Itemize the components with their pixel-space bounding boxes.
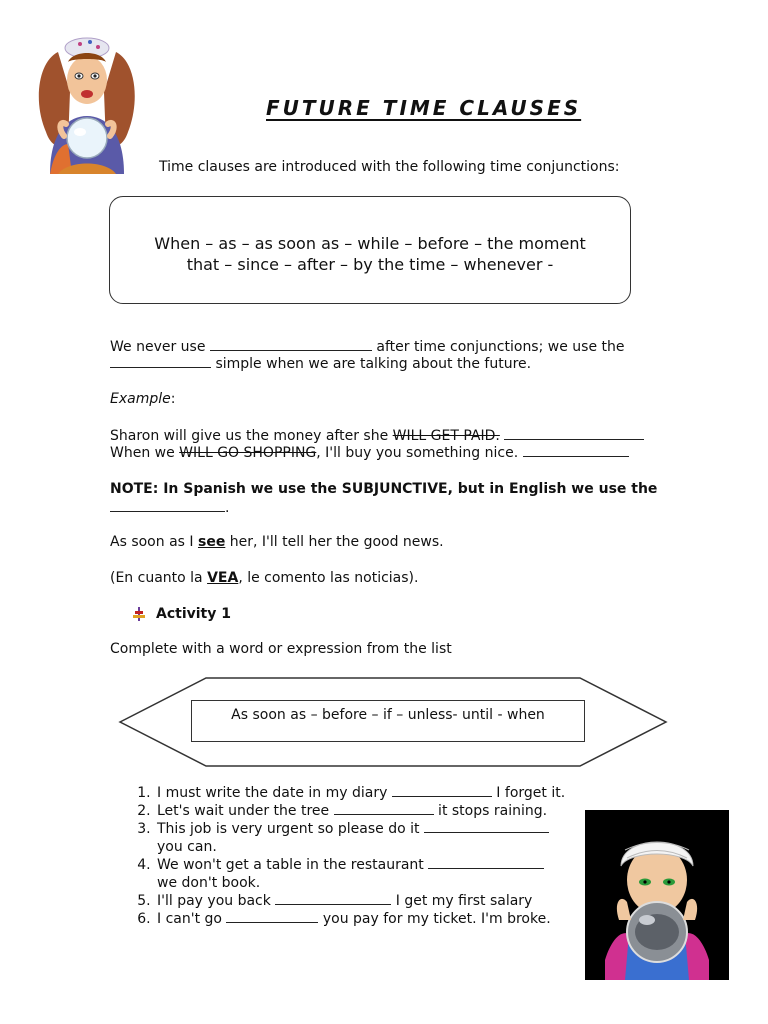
answer-blank[interactable] [523, 444, 629, 457]
example-1-before: Sharon will give us the money after she [110, 428, 393, 444]
english-example-after: her, I'll tell her the good news. [225, 534, 444, 550]
item-text: Let's wait under the tree [157, 803, 334, 819]
english-example [110, 534, 444, 551]
list-item [155, 892, 625, 910]
example-2-struck: WILL GO SHOPPING [179, 445, 317, 461]
example-heading [110, 391, 175, 408]
rule-part-2: after time conjunctions; we use the [376, 339, 625, 355]
english-example-verb: see [197, 534, 226, 550]
answer-blank[interactable] [226, 910, 318, 923]
answer-blank[interactable] [210, 338, 372, 351]
conjunctions-line-2: that – since – after – by the time – whenever - [186, 255, 554, 274]
intro-text: Time clauses are introduced with the following time conjunctions: [159, 159, 620, 175]
item-text: you pay for my ticket. I'm broke. [318, 911, 551, 927]
example-2-before: When we [110, 445, 180, 461]
page-title: FUTURE TIME CLAUSES [266, 96, 582, 120]
word-list-box [191, 700, 585, 742]
list-item [155, 856, 625, 892]
word-list: As soon as – before – if – unless- until - when [231, 707, 545, 723]
example-colon: : [170, 391, 176, 407]
list-item [155, 784, 625, 802]
activity-instruction: Complete with a word or expression from the list [110, 641, 452, 657]
item-text: I must write the date in my diary [157, 785, 392, 801]
spanish-example-verb: VEA [207, 570, 239, 586]
conjunctions-line-1: When – as – as soon as – while – before – the moment [154, 234, 586, 253]
example-line-1 [110, 427, 644, 445]
item-text: I get my first salary [391, 893, 533, 909]
answer-blank[interactable] [424, 820, 549, 833]
answer-blank[interactable] [275, 892, 391, 905]
note-text: NOTE: In Spanish we use the SUBJUNCTIVE, but in English we use the [110, 481, 658, 497]
spanish-example-after: , le comento las noticias). [238, 570, 419, 586]
example-2-after: , I'll buy you something nice. [316, 445, 523, 461]
answer-blank[interactable] [110, 499, 225, 512]
activity-list [107, 784, 625, 928]
answer-blank[interactable] [504, 427, 644, 440]
example-1-struck: WILL GET PAID. [392, 428, 500, 444]
note-blank-line [110, 499, 229, 517]
item-text: you can. [157, 839, 217, 855]
answer-blank[interactable] [110, 355, 211, 368]
list-item [155, 802, 625, 820]
note-end: . [225, 500, 230, 516]
item-text: We won't get a table in the restaurant [157, 857, 429, 873]
item-text: I'll pay you back [157, 893, 276, 909]
item-text: I forget it. [491, 785, 566, 801]
rule-line-2 [110, 355, 531, 373]
answer-blank[interactable] [334, 802, 434, 815]
item-text: it stops raining. [433, 803, 548, 819]
rule-part-1: We never use [110, 339, 206, 355]
example-line-2 [110, 444, 629, 462]
item-text: I can't go [157, 911, 227, 927]
crystal-ball-illustration [585, 810, 729, 980]
activity-title: Activity 1 [156, 606, 231, 622]
conjunctions-box [109, 196, 631, 304]
spanish-example [110, 570, 418, 587]
list-item [155, 820, 625, 856]
item-text: we don't book. [157, 875, 261, 891]
spanish-example-before: (En cuanto la [110, 570, 208, 586]
rule-line-1 [110, 338, 625, 356]
english-example-before: As soon as I [110, 534, 198, 550]
example-label: Example [110, 391, 171, 407]
item-text: This job is very urgent so please do it [157, 821, 424, 837]
pushpin-bullet-icon [132, 607, 146, 621]
fortune-teller-illustration [28, 32, 146, 174]
answer-blank[interactable] [428, 856, 544, 869]
answer-blank[interactable] [392, 784, 492, 797]
rule-part-3: simple when we are talking about the future. [215, 356, 532, 372]
list-item [155, 910, 625, 928]
